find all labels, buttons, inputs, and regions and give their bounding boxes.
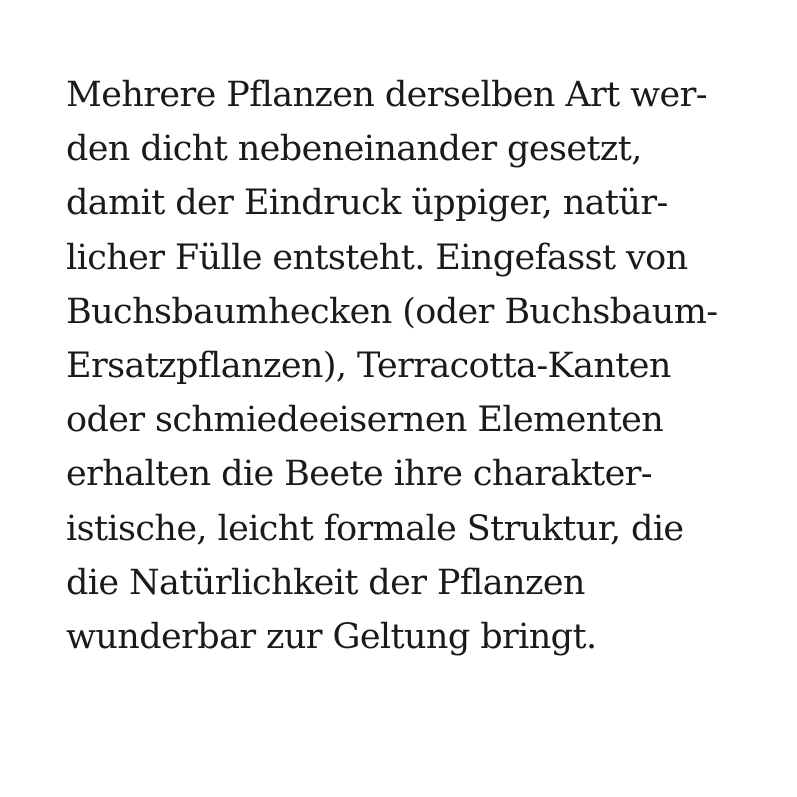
paragraph-line-4: licher Fülle entsteht. Eingefasst von (66, 237, 688, 278)
body-paragraph (66, 68, 766, 664)
paragraph-line-10: die Natürlichkeit der Pflanzen (66, 562, 585, 603)
paragraph-line-6: Ersatzpflanzen), Terracotta-Kanten (66, 346, 671, 387)
paragraph-line-5: Buchsbaumhecken (oder Buchsbaum- (66, 291, 718, 332)
paragraph-line-3: damit der Eindruck üppiger, natür- (66, 183, 668, 224)
paragraph-line-1: Mehrere Pflanzen derselben Art wer- (66, 75, 707, 115)
paragraph-line-11: wunderbar zur Geltung bringt. (66, 617, 597, 658)
paragraph-line-8: erhalten die Beete ihre charakter- (66, 454, 653, 495)
paragraph-line-2: den dicht nebeneinander gesetzt, (66, 129, 642, 170)
paragraph-line-7: oder schmiedeeisernen Elementen (66, 400, 664, 441)
paragraph-line-9: istische, leicht formale Struktur, die (66, 508, 684, 549)
